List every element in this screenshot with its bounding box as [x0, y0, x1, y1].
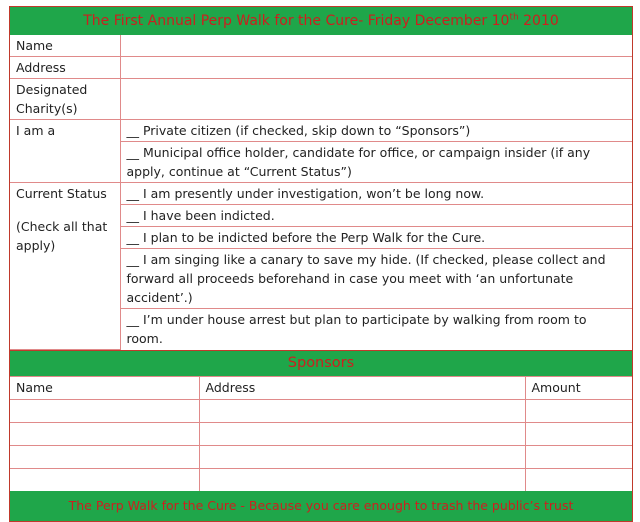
status-hint-line1: (Check all that — [16, 219, 108, 234]
sponsor-amount-cell[interactable] — [525, 422, 632, 445]
sponsor-address-cell[interactable] — [199, 422, 525, 445]
sponsor-col-amount: Amount — [525, 376, 632, 399]
charity-field[interactable] — [120, 79, 632, 120]
option-municipal-office[interactable]: __ Municipal office holder, candidate for office, or campaign insider (if any apply, continue at “Current Status”) — [120, 142, 632, 183]
title-year: 2010 — [518, 13, 559, 29]
charity-label-line2: Charity(s) — [16, 101, 78, 116]
status-row-1 — [10, 183, 632, 205]
sponsor-amount-cell[interactable] — [525, 468, 632, 491]
sponsor-col-name: Name — [10, 376, 199, 399]
sponsors-heading: Sponsors — [10, 350, 632, 376]
form-title — [10, 7, 632, 35]
sponsor-address-cell[interactable] — [199, 445, 525, 468]
status-option-house-arrest[interactable]: __ I’m under house arrest but plan to participate by walking from room to room. — [120, 309, 632, 350]
registrant-table — [10, 35, 632, 350]
charity-row — [10, 79, 632, 120]
sponsor-name-cell[interactable] — [10, 422, 199, 445]
sponsors-header-row — [10, 376, 632, 399]
address-label: Address — [10, 57, 120, 79]
sponsor-address-cell[interactable] — [199, 468, 525, 491]
entry-form — [9, 6, 633, 522]
address-row — [10, 57, 632, 79]
sponsor-amount-cell[interactable] — [525, 445, 632, 468]
status-option-investigation[interactable]: __ I am presently under investigation, won’t be long now. — [120, 183, 632, 205]
sponsor-name-cell[interactable] — [10, 468, 199, 491]
sponsor-row — [10, 422, 632, 445]
sponsor-amount-cell[interactable] — [525, 399, 632, 422]
charity-label — [10, 79, 120, 120]
name-row — [10, 35, 632, 57]
sponsor-name-cell[interactable] — [10, 445, 199, 468]
status-option-plan-indicted[interactable]: __ I plan to be indicted before the Perp Walk for the Cure. — [120, 227, 632, 249]
sponsor-row — [10, 445, 632, 468]
name-label: Name — [10, 35, 120, 57]
footer-tagline: The Perp Walk for the Cure - Because you care enough to trash the public’s trust — [10, 491, 632, 521]
charity-label-line1: Designated — [16, 82, 88, 97]
name-field[interactable] — [120, 35, 632, 57]
status-hint-line2: apply) — [16, 238, 56, 253]
sponsor-row — [10, 399, 632, 422]
i-am-label: I am a — [10, 120, 120, 183]
status-label-cell — [10, 183, 120, 350]
status-label: Current Status — [16, 186, 107, 201]
status-option-canary[interactable]: __ I am singing like a canary to save my hide. (If checked, please collect and forward all proceeds beforehand in case you meet with ‘an unfortunate accident’.) — [120, 249, 632, 309]
i-am-row-1 — [10, 120, 632, 142]
title-superscript: th — [509, 12, 519, 23]
address-field[interactable] — [120, 57, 632, 79]
title-text: The First Annual Perp Walk for the Cure- Friday December 10 — [83, 13, 510, 29]
sponsor-col-address: Address — [199, 376, 525, 399]
sponsors-table — [10, 376, 632, 491]
option-private-citizen[interactable]: __ Private citizen (if checked, skip down to “Sponsors”) — [120, 120, 632, 142]
sponsor-address-cell[interactable] — [199, 399, 525, 422]
sponsor-name-cell[interactable] — [10, 399, 199, 422]
status-option-indicted[interactable]: __ I have been indicted. — [120, 205, 632, 227]
sponsor-row — [10, 468, 632, 491]
